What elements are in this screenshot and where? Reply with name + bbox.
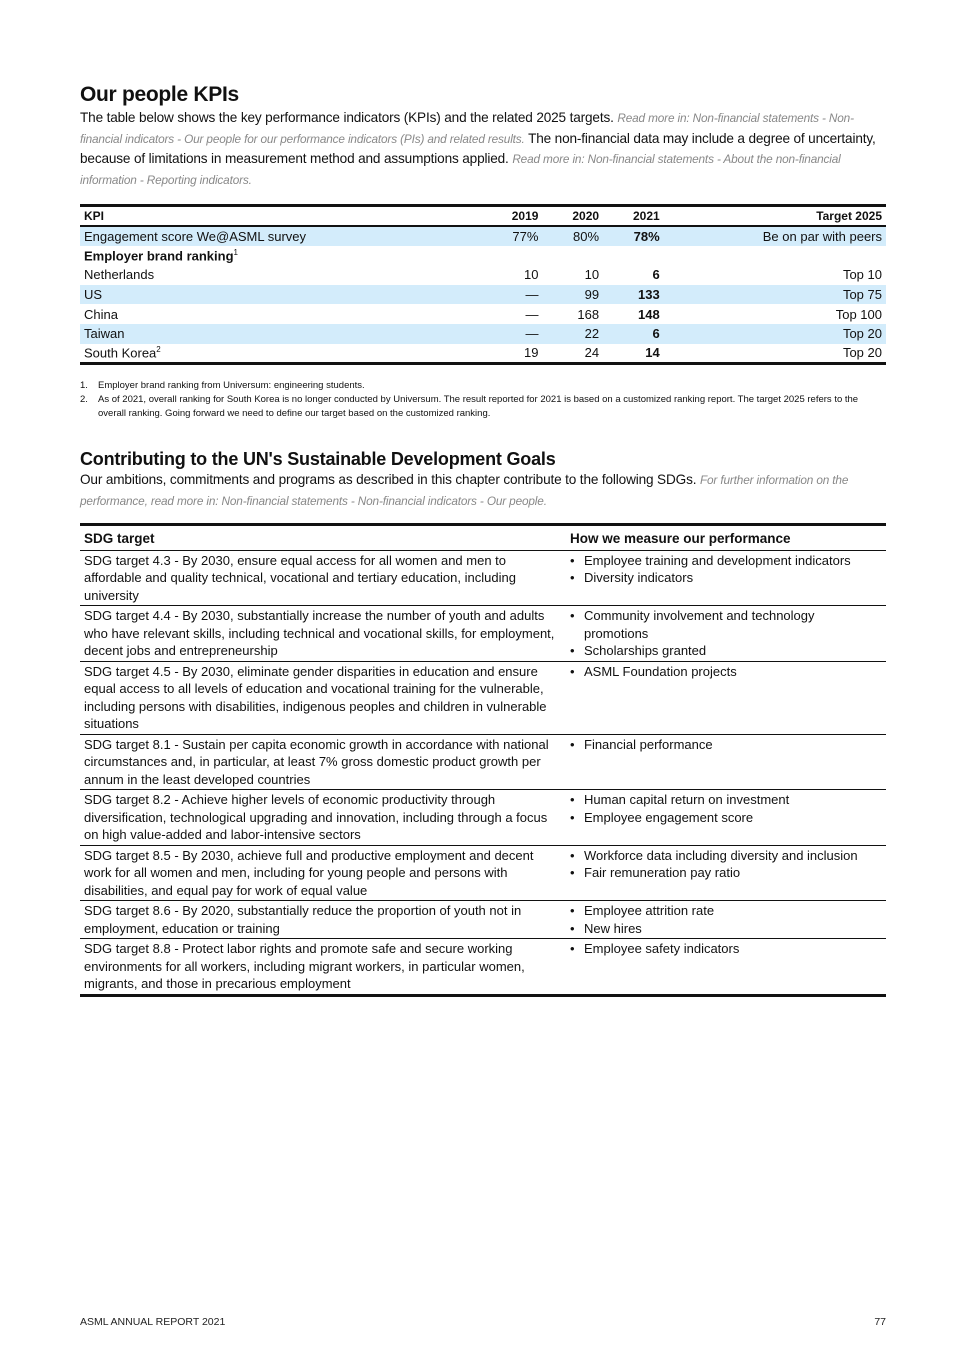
list-item [570,791,882,809]
kpi-target: Top 20 [664,324,886,344]
sdg-target: SDG target 8.8 - Protect labor rights and promote safe and secure working environments for all workers, including migrant workers, in particular women, migrants, and those in precarious employment [84,941,525,991]
kpi-name [80,246,886,266]
footnotes [80,379,886,421]
sdg-target: SDG target 4.5 - By 2030, eliminate gender disparities in education and ensure equal access to all levels of education and vocational training for the vulnerable, including persons with disabilities, indigenous peoples and children in vulnerable situations [80,661,566,734]
measure-text: New hires [584,920,642,936]
measure-text: Employee training and development indicators [584,552,851,568]
kpi-y2020: 80% [542,226,603,246]
measure-list [570,847,882,882]
kpi-name [80,344,482,364]
sdg-intro [80,470,886,511]
footnote-ref: 2 [156,344,161,354]
measure-list [570,607,882,660]
bullet-icon: • [570,570,575,585]
sdg-table [80,523,886,997]
kpi-y2020: 10 [584,267,600,283]
sdg-header-measure: How we measure our performance [566,525,886,551]
kpi-name [80,304,482,324]
sdg-header-target: SDG target [80,525,566,551]
table-row [80,304,886,324]
intro-text: The table below shows the key performance indicators (KPIs) and the related 2025 targets. [80,110,618,125]
kpi-y2020: 22 [542,324,603,344]
sdg-target: SDG target 4.3 - By 2030, ensure equal access for all women and men to affordable and quality technical, vocational and tertiary education, including university [80,550,566,606]
sdg-intro-text: Our ambitions, commitments and programs as described in this chapter contribute to the following SDGs. [80,472,700,487]
kpi-name [80,285,482,305]
sdg-measures [566,550,886,606]
intro-reference: Read more in: Non-financial statements - Non-financial indicators - Our people for our performance indicators (PIs) and related results. [80,111,854,146]
kpi-y2021: 78% [603,226,664,246]
intro-text: The non-financial data may include a degree of uncertainty, because of limitations in measurement method and assumptions applied. [80,130,876,166]
sdg-section [80,448,886,997]
list-item [570,642,882,660]
kpi-section-title: Our people KPIs [80,83,239,106]
kpi-label: Netherlands [84,267,155,283]
bullet-icon: • [570,809,575,825]
bullet-icon: • [570,792,575,807]
bullet-icon: • [570,736,575,752]
kpi-target: Top 75 [664,285,886,305]
page-number: 77 [874,1316,886,1328]
measure-list [570,663,882,681]
kpi-label: Engagement score We@ASML survey [84,228,307,244]
measure-text: Diversity indicators [584,570,694,585]
kpi-label: China [84,306,118,322]
table-row [80,246,886,266]
measure-list [570,552,882,587]
sdg-measures [566,661,886,734]
sdg-target: SDG target 4.4 - By 2030, substantially increase the number of youth and adults who have relevant skills, including technical and vocational skills, for employment, decent jobs and entrepreneurship [80,606,566,662]
kpi-header: 2019 [482,206,543,227]
sdg-target: SDG target 8.5 - By 2030, achieve full and productive employment and decent work for all women and men, including for young people and persons with disabilities, and equal pay for work of equal value [80,845,566,901]
measure-list [570,902,882,937]
list-item [570,920,882,938]
kpi-y2019: 19 [523,345,539,361]
list-item [570,552,882,570]
table-row [80,344,886,364]
kpi-y2021: 148 [638,306,660,322]
list-item [570,736,882,754]
sdg-target: SDG target 8.1 - Sustain per capita economic growth in accordance with national circumstances and, in particular, at least 7% gross domestic product growth per annum in the least developed countries [80,734,566,790]
list-item [570,607,882,642]
kpi-y2020: 24 [584,345,600,361]
table-row [80,790,886,846]
kpi-target: Be on par with peers [664,226,886,246]
measure-text: ASML Foundation projects [584,663,737,679]
measure-list [570,791,882,826]
bullet-icon: • [570,903,575,918]
kpi-y2019: 10 [523,267,539,283]
measure-text: Fair remuneration pay ratio [584,865,741,880]
measure-text: Employee safety indicators [584,941,740,956]
kpi-label: Taiwan [84,326,125,342]
kpi-y2020: 168 [577,306,600,322]
footnote [80,379,886,393]
sdg-target: SDG target 8.2 - Achieve higher levels of economic productivity through diversification, technological upgrading and innovation, including through a focus on high value-added and labor-intensive sectors [80,790,566,846]
sdg-measures [566,606,886,662]
footnote-text: Employer brand ranking from Universum: engineering students. [98,379,365,391]
kpi-header: 2021 [603,206,664,227]
bullet-icon: • [570,552,575,568]
kpi-target: Top 20 [842,345,882,361]
list-item [570,663,882,681]
bullet-icon: • [570,663,575,679]
table-row [80,901,886,939]
list-item [570,940,882,958]
footnote-number: 2. [80,393,88,405]
bullet-icon: • [570,941,575,956]
table-row [80,734,886,790]
footnote-number: 1. [80,379,88,391]
kpi-y2019: — [482,285,543,305]
measure-text: Scholarships granted [584,643,707,658]
footnote-text: As of 2021, overall ranking for South Korea is no longer conducted by Universum. The result reported for 2021 is based on a customized ranking report. The target 2025 refers to the overall ranking. Going forward we need to define our target based on the customized ranking. [98,393,859,419]
table-row [80,285,886,305]
bullet-icon: • [570,643,575,658]
sdg-section-title: Contributing to the UN's Sustainable Development Goals [80,449,556,469]
kpi-y2021: 14 [645,345,660,361]
kpi-header: KPI [80,206,482,227]
kpi-name [80,265,482,285]
measure-text: Employee engagement score [584,809,754,825]
kpi-name [80,226,482,246]
sdg-measures [566,734,886,790]
intro-reference: Read more in: Non-financial statements - About the non-financial information - Reporting indicators. [80,152,841,187]
kpi-y2019: — [482,324,543,344]
kpi-section [80,82,886,421]
table-row [80,939,886,996]
list-item [570,809,882,827]
sdg-intro-reference: For further information on the performance, read more in: Non-financial statements - Non-financial indicators - Our people. [80,473,849,508]
list-item [570,902,882,920]
bullet-icon: • [570,847,575,863]
footnote-ref: 1 [233,247,238,257]
kpi-name [80,324,482,344]
measure-text: Financial performance [584,736,713,752]
kpi-intro [80,108,886,190]
measure-text: Employee attrition rate [584,903,715,918]
sdg-measures [566,790,886,846]
measure-text: Workforce data including diversity and inclusion [584,847,858,863]
table-row [80,324,886,344]
kpi-target: Top 100 [835,306,882,322]
sdg-measures [566,845,886,901]
kpi-target: Top 10 [842,267,882,283]
sdg-measures [566,901,886,939]
footnote [80,393,886,421]
sdg-target: SDG target 8.6 - By 2020, substantially reduce the proportion of youth not in employment, education or training [80,901,566,939]
bullet-icon: • [570,920,575,936]
kpi-header: 2020 [542,206,603,227]
kpi-y2019: 77% [482,226,543,246]
kpi-y2019: — [525,306,539,322]
table-row [80,845,886,901]
kpi-y2020: 99 [542,285,603,305]
table-row [80,265,886,285]
list-item [570,864,882,882]
table-row [80,661,886,734]
table-row [80,550,886,606]
kpi-header: Target 2025 [664,206,886,227]
kpi-y2021: 6 [652,267,660,283]
kpi-label: US [84,287,103,303]
kpi-label: South Korea [84,345,157,361]
measure-list [570,736,882,754]
measure-list [570,940,882,958]
measure-text: Community involvement and technology promotions [584,608,815,641]
list-item [570,847,882,865]
kpi-table [80,204,886,365]
table-row [80,606,886,662]
sdg-measures [566,939,886,996]
list-item [570,569,882,587]
kpi-y2021: 133 [603,285,664,305]
kpi-label: Employer brand ranking [84,248,234,264]
footer-report-title: ASML ANNUAL REPORT 2021 [80,1316,226,1328]
bullet-icon: • [570,608,575,623]
table-row [80,226,886,246]
measure-text: Human capital return on investment [584,792,790,807]
bullet-icon: • [570,865,575,880]
kpi-y2021: 6 [603,324,664,344]
page-footer [80,1316,886,1328]
